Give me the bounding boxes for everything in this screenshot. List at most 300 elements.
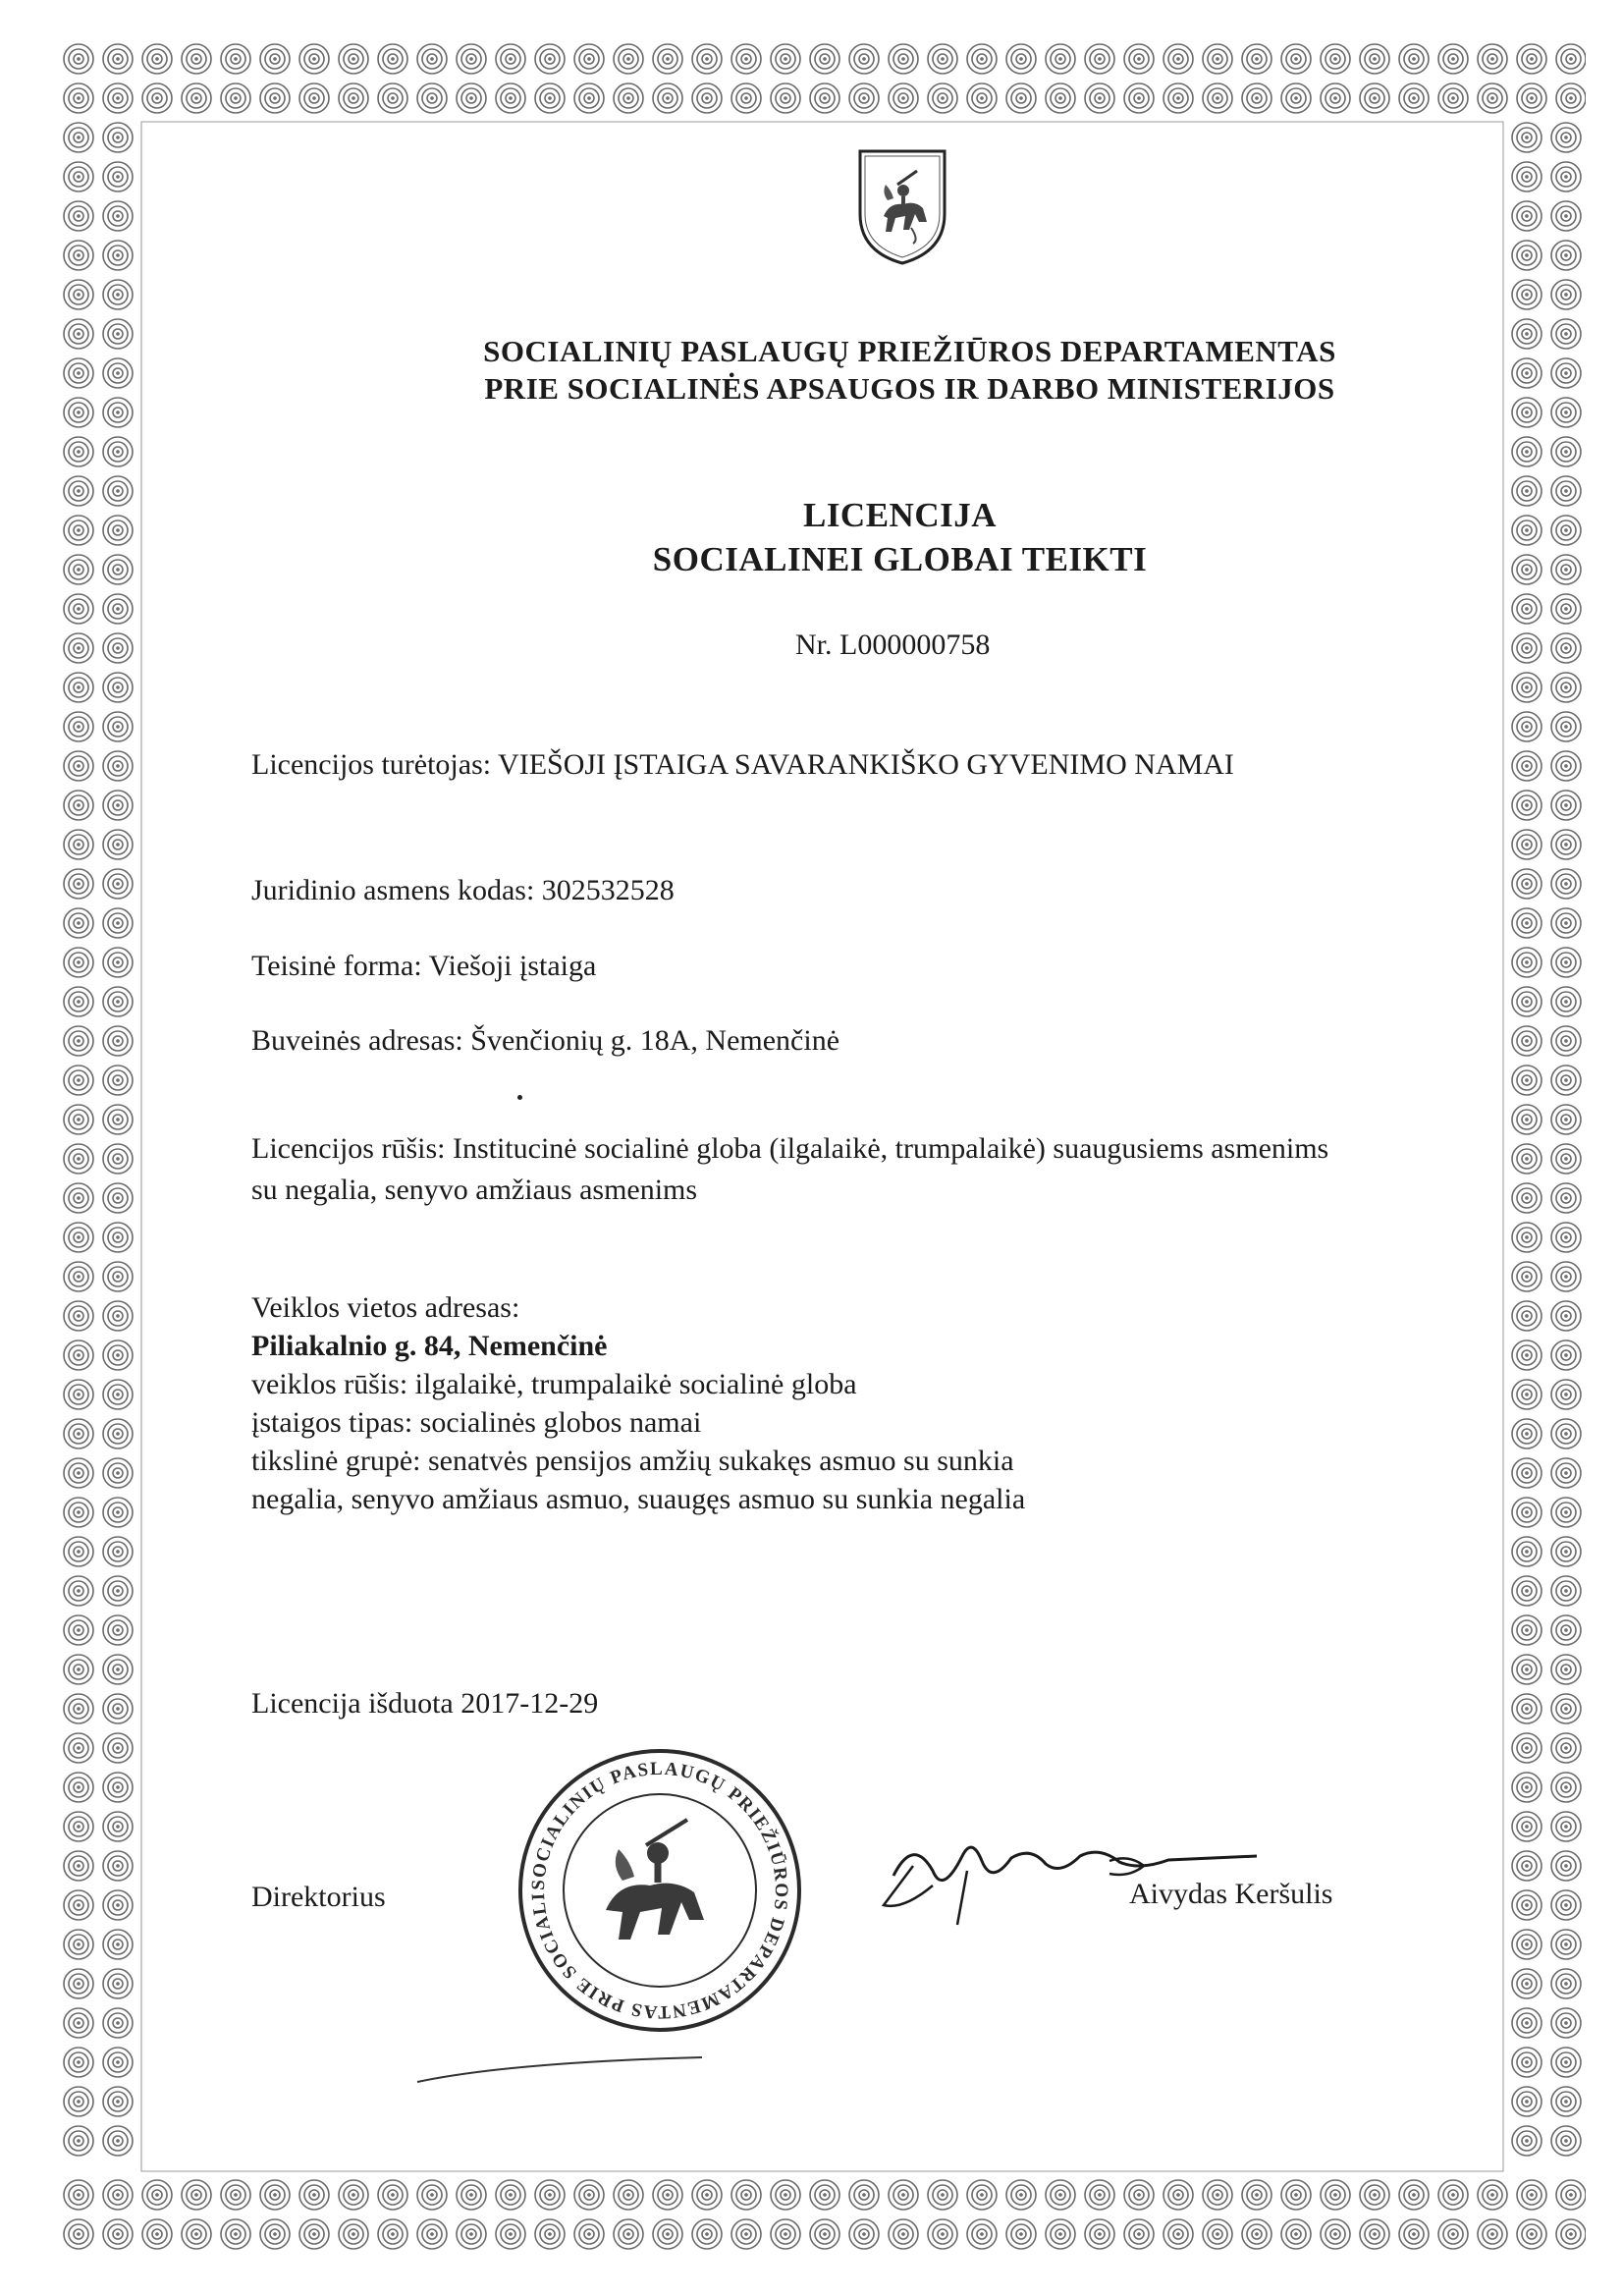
border-ornament xyxy=(692,83,722,113)
border-ornament xyxy=(1551,2008,1581,2038)
border-ornament xyxy=(64,437,93,466)
border-ornament xyxy=(1321,44,1350,74)
signature-tail-stroke xyxy=(412,2052,707,2092)
border-ornament xyxy=(1321,2219,1350,2249)
border-ornament xyxy=(103,751,133,781)
border-ornament xyxy=(849,83,879,113)
border-ornament xyxy=(1512,712,1542,741)
border-ornament xyxy=(64,1930,93,1959)
border-ornament xyxy=(1046,44,1075,74)
license-subtitle: SOCIALINEI GLOBAI TEIKTI xyxy=(652,540,1148,578)
border-ornament xyxy=(1512,1537,1542,1566)
border-ornament xyxy=(103,948,133,977)
border-ornament xyxy=(1360,2180,1389,2210)
border-ornament xyxy=(1321,2180,1350,2210)
border-ornament xyxy=(64,1615,93,1645)
border-ornament xyxy=(103,2126,133,2156)
border-ornament xyxy=(1512,1144,1542,1174)
border-ornament xyxy=(142,44,172,74)
border-ornament xyxy=(1512,751,1542,781)
border-ornament xyxy=(417,83,447,113)
border-ornament xyxy=(614,2180,643,2210)
border-ornament xyxy=(1551,1655,1581,1684)
border-ornament xyxy=(103,1183,133,1213)
border-ornament xyxy=(1046,2219,1075,2249)
border-ornament xyxy=(1512,1340,1542,1370)
border-ornament xyxy=(1551,633,1581,663)
border-ornament xyxy=(1512,280,1542,309)
border-ornament xyxy=(1551,1537,1581,1566)
border-ornament xyxy=(103,1812,133,1841)
border-ornament xyxy=(771,44,800,74)
border-ornament xyxy=(221,2180,250,2210)
border-ornament xyxy=(1551,437,1581,466)
activity-address: Piliakalnio g. 84, Nemenčinė xyxy=(251,1330,608,1362)
border-ornament xyxy=(889,2180,918,2210)
border-ornament xyxy=(260,83,290,113)
border-ornament xyxy=(928,2219,957,2249)
border-ornament xyxy=(103,1105,133,1134)
border-ornament xyxy=(64,673,93,702)
border-ornament xyxy=(1551,2126,1581,2156)
official-stamp xyxy=(513,1743,807,2038)
border-ornament xyxy=(103,1890,133,1920)
border-ornament xyxy=(1512,1969,1542,1998)
legal-form: Teisinė forma: Viešoji įstaiga xyxy=(251,950,597,982)
border-ornament xyxy=(64,1773,93,1802)
border-ornament xyxy=(1551,1733,1581,1763)
border-ornament xyxy=(1512,1930,1542,1959)
border-ornament xyxy=(457,44,486,74)
border-ornament xyxy=(64,1262,93,1291)
border-ornament xyxy=(339,2219,368,2249)
border-ornament xyxy=(1551,280,1581,309)
border-ornament xyxy=(1512,2087,1542,2116)
border-ornament xyxy=(64,1458,93,1488)
border-ornament xyxy=(1046,2180,1075,2210)
border-ornament xyxy=(1478,2180,1507,2210)
border-ornament xyxy=(64,1655,93,1684)
border-ornament xyxy=(64,1694,93,1723)
border-ornament xyxy=(103,1301,133,1331)
border-ornament xyxy=(64,948,93,977)
border-ornament xyxy=(182,2219,211,2249)
border-ornament xyxy=(1512,594,1542,624)
border-ornament xyxy=(103,83,133,113)
border-ornament xyxy=(64,398,93,427)
border-ornament xyxy=(1512,1026,1542,1056)
border-ornament xyxy=(535,83,565,113)
border-ornament xyxy=(1512,1812,1542,1841)
border-ornament xyxy=(103,869,133,899)
border-ornament xyxy=(64,633,93,663)
border-ornament xyxy=(1512,2008,1542,2038)
svg-text:SOCIALINIŲ PASLAUGŲ PRIEŽIŪROS: SOCIALINIŲ PASLAUGŲ PRIEŽIŪROS DEPARTAMENTAS PRIE SOCIALI xyxy=(527,1758,792,2023)
border-ornament xyxy=(64,1576,93,1606)
border-ornament xyxy=(1551,1301,1581,1331)
border-ornament xyxy=(64,2048,93,2077)
border-ornament xyxy=(1512,1183,1542,1213)
border-ornament xyxy=(64,1969,93,1998)
border-ornament xyxy=(1124,44,1154,74)
border-ornament xyxy=(1512,1694,1542,1723)
border-ornament xyxy=(731,83,761,113)
border-ornament xyxy=(64,1537,93,1566)
border-ornament xyxy=(64,1498,93,1527)
border-ornament xyxy=(1512,673,1542,702)
border-ornament xyxy=(182,44,211,74)
border-ornament xyxy=(1512,1262,1542,1291)
registered-address: Buveinės adresas: Švenčionių g. 18A, Nemenčinė xyxy=(251,1024,840,1057)
border-ornament xyxy=(1551,1223,1581,1252)
border-ornament xyxy=(1551,712,1581,741)
border-ornament xyxy=(731,2219,761,2249)
border-ornament xyxy=(496,83,525,113)
issue-date: Licencija išduota 2017-12-29 xyxy=(251,1687,599,1720)
border-ornament xyxy=(64,1026,93,1056)
border-ornament xyxy=(574,44,604,74)
border-ornament xyxy=(1085,83,1114,113)
border-ornament xyxy=(535,2180,565,2210)
border-ornament xyxy=(1551,1066,1581,1095)
border-ornament xyxy=(1512,162,1542,191)
border-ornament xyxy=(574,83,604,113)
department-name-line2: PRIE SOCIALINĖS APSAUGOS IR DARBO MINISTERIJOS xyxy=(484,371,1335,406)
border-ornament xyxy=(1551,1615,1581,1645)
border-ornament xyxy=(889,83,918,113)
border-ornament xyxy=(64,2087,93,2116)
border-ornament xyxy=(1551,908,1581,938)
border-ornament xyxy=(1556,2180,1586,2210)
border-ornament xyxy=(1551,1773,1581,1802)
border-ornament xyxy=(1512,2048,1542,2077)
border-ornament xyxy=(692,2219,722,2249)
border-ornament xyxy=(103,1655,133,1684)
border-ornament xyxy=(64,2180,93,2210)
border-ornament xyxy=(1556,44,1586,74)
border-ornament xyxy=(535,44,565,74)
border-ornament xyxy=(103,2048,133,2077)
border-ornament xyxy=(1551,1890,1581,1920)
border-ornament xyxy=(849,2219,879,2249)
border-ornament xyxy=(1551,1812,1581,1841)
border-ornament xyxy=(771,2219,800,2249)
border-ornament xyxy=(1085,2219,1114,2249)
license-type-line2: su negalia, senyvo amžiaus asmenims xyxy=(251,1174,698,1206)
border-ornament xyxy=(653,83,682,113)
border-ornament xyxy=(64,987,93,1016)
border-ornament xyxy=(810,2180,839,2210)
border-ornament xyxy=(1321,83,1350,113)
border-ornament xyxy=(1551,1694,1581,1723)
border-ornament xyxy=(1551,1930,1581,1959)
border-ornament xyxy=(339,44,368,74)
border-ornament xyxy=(928,83,957,113)
border-ornament xyxy=(221,2219,250,2249)
border-ornament xyxy=(103,673,133,702)
legal-entity-code: Juridinio asmens kodas: 302532528 xyxy=(251,874,675,906)
border-ornament xyxy=(103,1694,133,1723)
border-ornament xyxy=(1281,83,1311,113)
border-ornament xyxy=(103,1419,133,1449)
border-ornament xyxy=(1517,44,1546,74)
border-ornament xyxy=(64,1851,93,1881)
stray-dot xyxy=(517,1095,522,1100)
border-ornament xyxy=(1512,2126,1542,2156)
border-ornament xyxy=(1006,2219,1036,2249)
border-ornament xyxy=(64,83,93,113)
border-ornament xyxy=(1163,2219,1193,2249)
border-ornament xyxy=(1512,1773,1542,1802)
border-ornament xyxy=(1512,869,1542,899)
border-ornament xyxy=(1551,2087,1581,2116)
border-ornament xyxy=(64,1183,93,1213)
border-ornament xyxy=(1281,44,1311,74)
border-ornament xyxy=(1551,594,1581,624)
border-ornament xyxy=(103,201,133,231)
activity-address-label: Veiklos vietos adresas: xyxy=(251,1291,520,1324)
border-ornament xyxy=(103,1498,133,1527)
border-ornament xyxy=(103,1066,133,1095)
border-ornament xyxy=(64,908,93,938)
border-ornament xyxy=(103,1733,133,1763)
border-ornament xyxy=(64,1419,93,1449)
border-ornament xyxy=(771,83,800,113)
border-ornament xyxy=(103,1851,133,1881)
border-ornament xyxy=(1512,633,1542,663)
border-ornament xyxy=(103,1969,133,1998)
border-ornament xyxy=(1006,44,1036,74)
border-ornament xyxy=(64,1105,93,1134)
border-ornament xyxy=(299,83,329,113)
border-ornament xyxy=(64,594,93,624)
border-ornament xyxy=(810,83,839,113)
director-title: Direktorius xyxy=(251,1881,386,1913)
border-ornament xyxy=(1551,1144,1581,1174)
border-ornament xyxy=(1360,2219,1389,2249)
border-ornament xyxy=(103,791,133,820)
border-ornament xyxy=(967,44,997,74)
border-ornament xyxy=(64,1144,93,1174)
border-ornament xyxy=(103,1576,133,1606)
border-ornament xyxy=(103,1262,133,1291)
border-ornament xyxy=(653,2180,682,2210)
border-ornament xyxy=(496,44,525,74)
border-ornament xyxy=(1512,1576,1542,1606)
border-ornament xyxy=(260,2219,290,2249)
border-ornament xyxy=(299,44,329,74)
border-ornament xyxy=(299,2219,329,2249)
border-ornament xyxy=(1512,908,1542,938)
border-ornament xyxy=(457,83,486,113)
border-ornament xyxy=(1399,2180,1429,2210)
border-ornament xyxy=(1551,1183,1581,1213)
border-ornament xyxy=(142,2219,172,2249)
border-ornament xyxy=(1203,2180,1232,2210)
border-ornament xyxy=(1551,987,1581,1016)
license-title: LICENCIJA xyxy=(802,496,998,534)
border-ornament xyxy=(64,791,93,820)
border-ornament xyxy=(103,1380,133,1409)
border-ornament xyxy=(1478,2219,1507,2249)
border-ornament xyxy=(1551,1576,1581,1606)
border-ornament xyxy=(103,1537,133,1566)
border-ornament xyxy=(653,44,682,74)
border-ornament xyxy=(1512,1851,1542,1881)
border-ornament xyxy=(1551,1498,1581,1527)
border-ornament xyxy=(1046,83,1075,113)
border-ornament xyxy=(64,2126,93,2156)
border-ornament xyxy=(1512,1301,1542,1331)
border-ornament xyxy=(103,44,133,74)
border-ornament xyxy=(339,83,368,113)
border-ornament xyxy=(1512,437,1542,466)
border-ornament xyxy=(1203,83,1232,113)
border-ornament xyxy=(1512,123,1542,152)
border-ornament xyxy=(64,1301,93,1331)
border-ornament xyxy=(1551,1419,1581,1449)
border-ornament xyxy=(1124,2219,1154,2249)
border-ornament xyxy=(142,2180,172,2210)
border-ornament xyxy=(378,2219,407,2249)
border-ornament xyxy=(64,280,93,309)
border-ornament xyxy=(849,44,879,74)
border-ornament xyxy=(496,2219,525,2249)
border-ornament xyxy=(1242,2219,1271,2249)
border-ornament xyxy=(64,1812,93,1841)
border-ornament xyxy=(967,2180,997,2210)
coat-of-arms-icon xyxy=(854,145,950,267)
border-ornament xyxy=(260,2180,290,2210)
border-ornament xyxy=(1006,83,1036,113)
border-ornament xyxy=(103,1773,133,1802)
border-ornament xyxy=(103,162,133,191)
border-ornament xyxy=(535,2219,565,2249)
border-ornament xyxy=(103,1223,133,1252)
border-ornament xyxy=(103,594,133,624)
border-ornament xyxy=(64,44,93,74)
border-ornament xyxy=(731,2180,761,2210)
border-ornament xyxy=(64,201,93,231)
department-name-line1: SOCIALINIŲ PASLAUGŲ PRIEŽIŪROS DEPARTAMENTAS xyxy=(483,334,1336,368)
director-name: Aivydas Keršulis xyxy=(1129,1878,1333,1910)
border-ornament xyxy=(103,1458,133,1488)
border-ornament xyxy=(1281,2219,1311,2249)
border-ornament xyxy=(103,1340,133,1370)
border-ornament xyxy=(457,2180,486,2210)
border-ornament xyxy=(1551,948,1581,977)
border-ornament xyxy=(967,83,997,113)
border-ornament xyxy=(1551,1380,1581,1409)
border-ornament xyxy=(103,1144,133,1174)
border-ornament xyxy=(1517,2180,1546,2210)
border-ornament xyxy=(103,241,133,270)
border-ornament xyxy=(1517,2219,1546,2249)
border-ornament xyxy=(64,869,93,899)
border-ornament xyxy=(653,2219,682,2249)
border-ornament xyxy=(1124,83,1154,113)
border-ornament xyxy=(1399,2219,1429,2249)
border-ornament xyxy=(221,44,250,74)
border-ornament xyxy=(810,2219,839,2249)
border-ornament xyxy=(182,83,211,113)
license-number: Nr. L000000758 xyxy=(795,629,991,661)
border-ornament xyxy=(103,123,133,152)
border-ornament xyxy=(1478,83,1507,113)
border-ornament xyxy=(1551,1851,1581,1881)
border-ornament xyxy=(1512,948,1542,977)
border-ornament xyxy=(1512,1419,1542,1449)
border-ornament xyxy=(1203,44,1232,74)
border-ornament xyxy=(849,2180,879,2210)
border-ornament xyxy=(496,2180,525,2210)
border-ornament xyxy=(1512,1223,1542,1252)
border-ornament xyxy=(64,123,93,152)
border-ornament xyxy=(64,712,93,741)
border-ornament xyxy=(103,712,133,741)
border-ornament xyxy=(417,44,447,74)
border-ornament xyxy=(1242,2180,1271,2210)
border-ornament xyxy=(1360,44,1389,74)
border-ornament xyxy=(103,1930,133,1959)
border-ornament xyxy=(1517,83,1546,113)
border-ornament xyxy=(731,44,761,74)
border-ornament xyxy=(64,2008,93,2038)
border-ornament xyxy=(64,1380,93,1409)
border-ornament xyxy=(928,44,957,74)
border-ornament xyxy=(1512,1380,1542,1409)
border-ornament xyxy=(1478,44,1507,74)
handwritten-signature xyxy=(874,1817,1267,1935)
border-ornament xyxy=(574,2219,604,2249)
border-ornament xyxy=(1281,2180,1311,2210)
border-ornament xyxy=(614,44,643,74)
border-ornament xyxy=(1556,2219,1586,2249)
border-ornament xyxy=(103,1615,133,1645)
border-ornament xyxy=(1242,44,1271,74)
border-ornament xyxy=(1551,869,1581,899)
border-ornament xyxy=(64,1066,93,1095)
border-ornament xyxy=(103,280,133,309)
target-group-line2: negalia, senyvo amžiaus asmuo, suaugęs asmuo su sunkia negalia xyxy=(251,1483,1026,1515)
border-ornament xyxy=(1438,2180,1468,2210)
border-ornament xyxy=(457,2219,486,2249)
border-ornament xyxy=(64,1890,93,1920)
border-ornament xyxy=(64,1340,93,1370)
border-ornament xyxy=(417,2180,447,2210)
border-ornament xyxy=(1512,1105,1542,1134)
border-ornament xyxy=(221,83,250,113)
border-ornament xyxy=(692,2180,722,2210)
border-ornament xyxy=(1551,1262,1581,1291)
border-ornament xyxy=(1512,201,1542,231)
border-ornament xyxy=(889,2219,918,2249)
border-ornament xyxy=(64,358,93,388)
border-ornament xyxy=(417,2219,447,2249)
border-ornament xyxy=(1360,83,1389,113)
border-ornament xyxy=(103,1026,133,1056)
border-ornament xyxy=(1163,2180,1193,2210)
border-ornament xyxy=(1551,123,1581,152)
border-ornament xyxy=(378,83,407,113)
border-ornament xyxy=(1512,1458,1542,1488)
border-ornament xyxy=(1512,1890,1542,1920)
border-ornament xyxy=(103,633,133,663)
activity-type: veiklos rūšis: ilgalaikė, trumpalaikė socialinė globa xyxy=(251,1368,857,1400)
border-ornament xyxy=(1438,83,1468,113)
border-ornament xyxy=(103,2087,133,2116)
border-ornament xyxy=(614,2219,643,2249)
